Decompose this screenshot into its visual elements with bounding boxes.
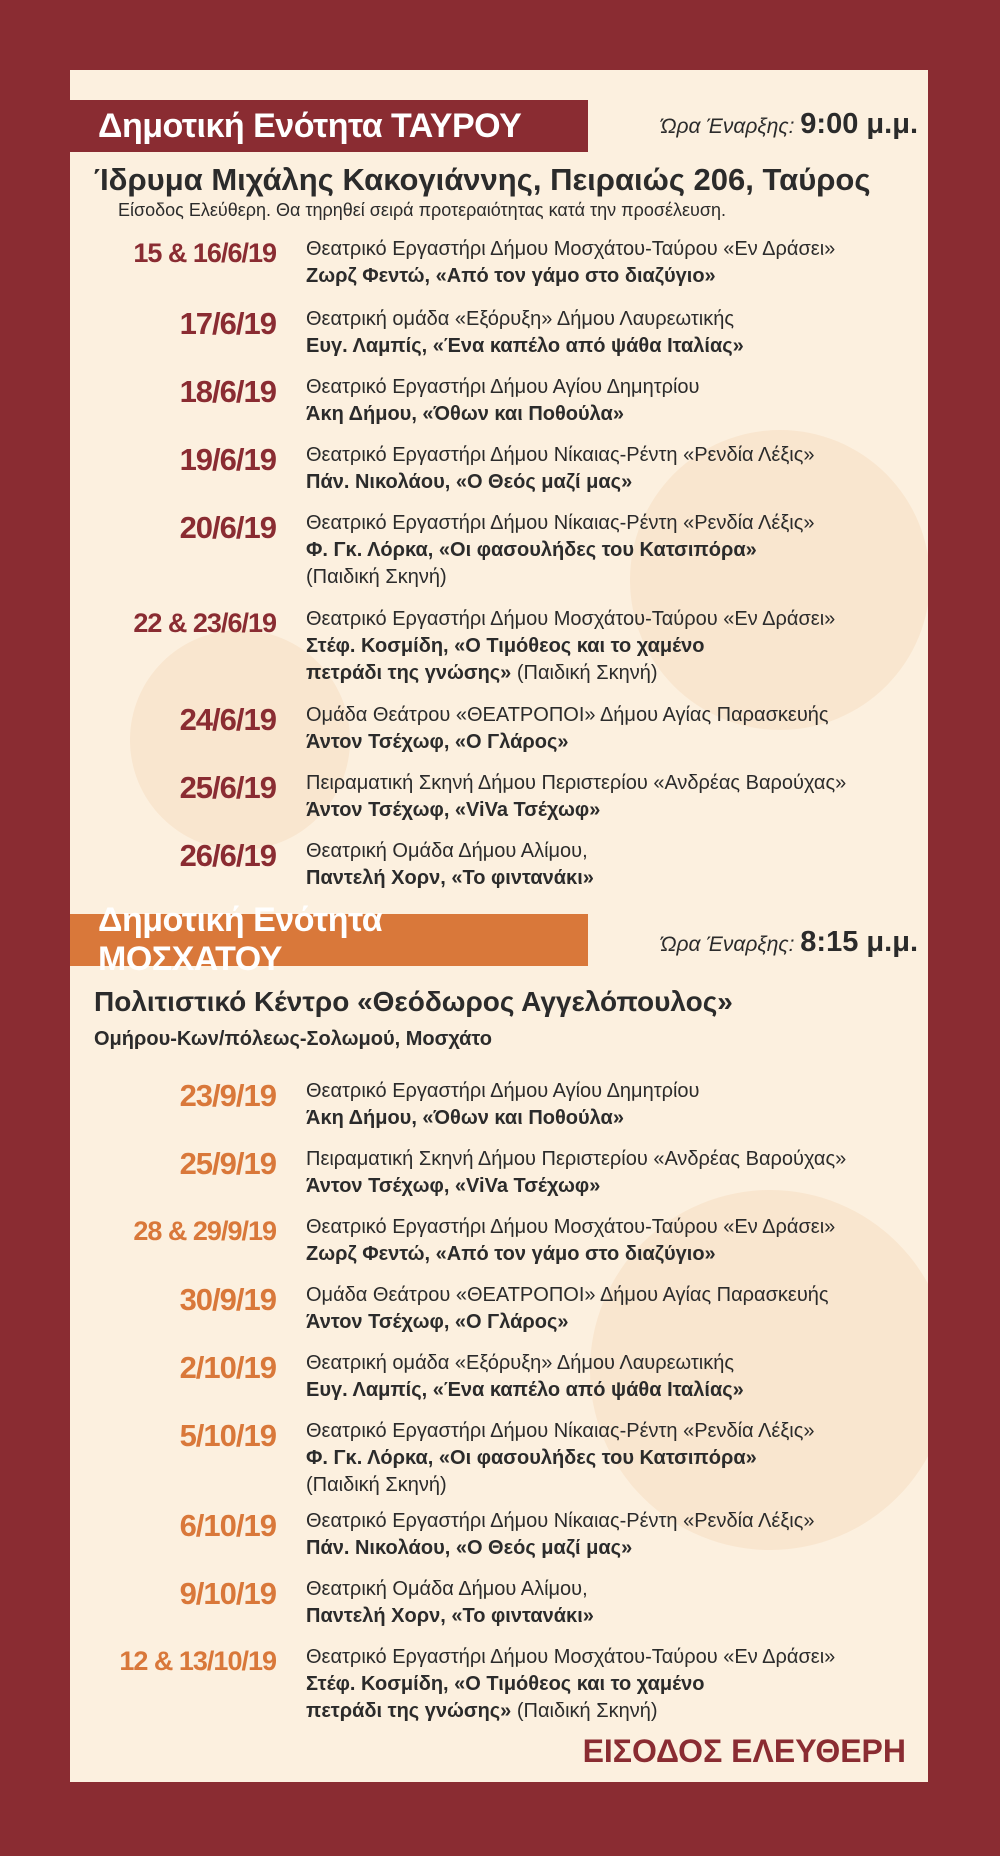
event-play: Στέφ. Κοσμίδη, «Ο Τιμόθεος και το χαμένο (306, 1673, 705, 1695)
event-date: 20/6/19 (179, 510, 276, 545)
event-date: 22 & 23/6/19 (133, 608, 276, 638)
venue-address-moschato: Ομήρου-Κων/πόλεως-Σολωμού, Μοσχάτο (94, 1028, 492, 1050)
event-troupe: Πειραματική Σκηνή Δήμου Περιστερίου «Ανδρέας Βαρούχας» (306, 772, 847, 794)
event-troupe: Θεατρική ομάδα «Εξόρυξη» Δήμου Λαυρεωτικής (306, 308, 734, 330)
event-play: Άντον Τσέχωφ, «ViVa Τσέχωφ» (306, 799, 601, 821)
event-date: 24/6/19 (179, 702, 276, 737)
start-time-tavros (660, 108, 918, 141)
event-troupe: Θεατρικό Εργαστήρι Δήμου Μοσχάτου-Ταύρου «Εν Δράσει» (306, 608, 836, 630)
venue-tavros: Ίδρυμα Μιχάλης Κακογιάννης, Πειραιώς 206, Ταύρος (94, 162, 871, 197)
event-troupe: Πειραματική Σκηνή Δήμου Περιστερίου «Ανδρέας Βαρούχας» (306, 1148, 847, 1170)
start-time-moschato (660, 926, 918, 959)
event-troupe: Θεατρικό Εργαστήρι Δήμου Μοσχάτου-Ταύρου «Εν Δράσει» (306, 1646, 836, 1668)
entry-note: Είσοδος Ελεύθερη. Θα τηρηθεί σειρά προτεραιότητας κατά την προσέλευση. (118, 200, 726, 220)
event-troupe: Θεατρική Ομάδα Δήμου Αλίμου, (306, 1578, 588, 1600)
start-time-value: 8:15 μ.μ. (800, 926, 918, 958)
event-play: Ζωρζ Φεντώ, «Από τον γάμο στο διαζύγιο» (306, 265, 716, 287)
event-play: Ευγ. Λαμπίς, «Ένα καπέλο από ψάθα Ιταλίας» (306, 335, 744, 357)
event-date: 12 & 13/10/19 (119, 1646, 276, 1676)
start-time-label: Ώρα Έναρξης: (660, 933, 795, 956)
event-play-continued: πετράδι της γνώσης» (306, 1700, 512, 1722)
event-play: Παντελή Χορν, «Το φιντανάκι» (306, 867, 594, 889)
event-date: 18/6/19 (179, 374, 276, 409)
event-play: Άκη Δήμου, «Όθων και Ποθούλα» (306, 403, 624, 425)
event-play: Φ. Γκ. Λόρκα, «Οι φασουλήδες του Κατσιπόρα» (306, 1447, 757, 1469)
start-time-value: 9:00 μ.μ. (800, 108, 918, 140)
event-play: Άντον Τσέχωφ, «Ο Γλάρος» (306, 1311, 569, 1333)
event-play: Παντελή Χορν, «Το φιντανάκι» (306, 1605, 594, 1627)
event-play: Άντον Τσέχωφ, «Ο Γλάρος» (306, 731, 569, 753)
section-title-tavros: Δημοτική Ενότητα ΤΑΥΡΟΥ (70, 100, 588, 152)
event-extra (306, 662, 658, 685)
event-troupe: Θεατρικό Εργαστήρι Δήμου Μοσχάτου-Ταύρου «Εν Δράσει» (306, 238, 836, 260)
event-date: 19/6/19 (179, 442, 276, 477)
event-date: 28 & 29/9/19 (133, 1216, 276, 1246)
event-troupe: Ομάδα Θεάτρου «ΘΕΑΤΡΟΠΟΙ» Δήμου Αγίας Παρασκευής (306, 704, 829, 726)
event-category: (Παιδική Σκηνή) (511, 1700, 658, 1722)
event-date: 5/10/19 (179, 1418, 276, 1453)
event-extra (306, 566, 447, 589)
event-date: 25/9/19 (179, 1146, 276, 1181)
event-troupe: Θεατρικό Εργαστήρι Δήμου Μοσχάτου-Ταύρου «Εν Δράσει» (306, 1216, 836, 1238)
event-play: Πάν. Νικολάου, «Ο Θεός μαζί μας» (306, 1537, 633, 1559)
venue-moschato: Πολιτιστικό Κέντρο «Θεόδωρος Αγγελόπουλος» (94, 986, 733, 1017)
event-play: Ευγ. Λαμπίς, «Ένα καπέλο από ψάθα Ιταλίας» (306, 1379, 744, 1401)
event-category: (Παιδική Σκηνή) (306, 566, 447, 588)
event-troupe: Θεατρικό Εργαστήρι Δήμου Νίκαιας-Ρέντη «Ρενδία Λέξις» (306, 512, 815, 534)
event-troupe: Θεατρικό Εργαστήρι Δήμου Αγίου Δημητρίου (306, 376, 700, 398)
event-date: 17/6/19 (179, 306, 276, 341)
event-extra (306, 1700, 658, 1723)
free-entry-footer: ΕΙΣΟΔΟΣ ΕΛΕΥΘΕΡΗ (582, 1733, 906, 1769)
event-date: 26/6/19 (179, 838, 276, 873)
event-date: 23/9/19 (179, 1078, 276, 1113)
event-date: 30/9/19 (179, 1282, 276, 1317)
decorative-circle (630, 430, 928, 730)
event-troupe: Θεατρική Ομάδα Δήμου Αλίμου, (306, 840, 588, 862)
event-category: (Παιδική Σκηνή) (306, 1474, 447, 1496)
event-troupe: Θεατρικό Εργαστήρι Δήμου Αγίου Δημητρίου (306, 1080, 700, 1102)
event-play: Άκη Δήμου, «Όθων και Ποθούλα» (306, 1107, 624, 1129)
event-play: Στέφ. Κοσμίδη, «Ο Τιμόθεος και το χαμένο (306, 635, 705, 657)
event-date: 9/10/19 (179, 1576, 276, 1611)
start-time-label: Ώρα Έναρξης: (660, 115, 795, 138)
event-troupe: Θεατρικό Εργαστήρι Δήμου Νίκαιας-Ρέντη «Ρενδία Λέξις» (306, 444, 815, 466)
event-play: Ζωρζ Φεντώ, «Από τον γάμο στο διαζύγιο» (306, 1243, 716, 1265)
event-date: 25/6/19 (179, 770, 276, 805)
event-date: 6/10/19 (179, 1508, 276, 1543)
poster-panel (70, 70, 928, 1782)
event-date: 15 & 16/6/19 (133, 238, 276, 268)
section-title-moschato: Δημοτική Ενότητα ΜΟΣΧΑΤΟΥ (70, 914, 588, 966)
event-play: Φ. Γκ. Λόρκα, «Οι φασουλήδες του Κατσιπόρα» (306, 539, 757, 561)
event-troupe: Θεατρικό Εργαστήρι Δήμου Νίκαιας-Ρέντη «Ρενδία Λέξις» (306, 1420, 815, 1442)
event-troupe: Θεατρική ομάδα «Εξόρυξη» Δήμου Λαυρεωτικής (306, 1352, 734, 1374)
event-play-continued: πετράδι της γνώσης» (306, 662, 512, 684)
event-extra (306, 1474, 447, 1497)
event-play: Άντον Τσέχωφ, «ViVa Τσέχωφ» (306, 1175, 601, 1197)
event-troupe: Θεατρικό Εργαστήρι Δήμου Νίκαιας-Ρέντη «Ρενδία Λέξις» (306, 1510, 815, 1532)
event-category: (Παιδική Σκηνή) (511, 662, 658, 684)
event-date: 2/10/19 (179, 1350, 276, 1385)
event-play: Πάν. Νικολάου, «Ο Θεός μαζί μας» (306, 471, 633, 493)
event-troupe: Ομάδα Θεάτρου «ΘΕΑΤΡΟΠΟΙ» Δήμου Αγίας Παρασκευής (306, 1284, 829, 1306)
